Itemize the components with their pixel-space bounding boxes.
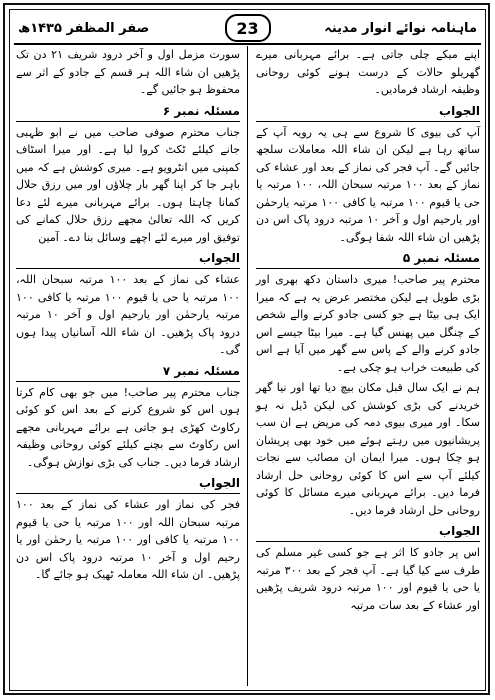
section-heading: مسئلہ نمبر ۷ bbox=[16, 362, 240, 382]
page-number: 23 bbox=[225, 14, 271, 42]
paragraph: سورت مزمل اول و آخر درود شریف ۲۱ دن تک پڑھیں ان شاء اللہ ہر قسم کے جادو کے اثر سے محفوظ ہو جائیں گے۔ bbox=[16, 48, 240, 96]
paragraph: محترم پیر صاحب! میری داستان دکھ بھری اور بڑی طویل ہے لیکن مختصر عرض یہ ہے کہ میرا ایک ہی بیٹا ہے جو کسی جادو کرنے والے شخص کے چنگل میں پھنس گیا ہے۔ میرا بیٹا جیسے اس جادو کرنے والے کے پاس سے گھر میں آیا ہے اس کی طبیعت خراب ہو چکی ہے۔ bbox=[256, 273, 480, 374]
magazine-title: ماہنامہ نوائے انوار مدینہ bbox=[324, 20, 477, 36]
paragraph: اس پر جادو کا اثر ہے جو کسی غیر مسلم کی طرف سے کیا گیا ہے۔ آپ فجر کے بعد ۳۰۰ مرتبہ یا حی یا قیوم اور ۱۰۰ مرتبہ درود شریف پڑھیں اور عشاء کے بعد سات مرتبہ bbox=[256, 546, 480, 612]
issue-date: صفر المظفر ۱۴۳۵ھ bbox=[18, 20, 150, 36]
section-heading: الجواب bbox=[16, 474, 240, 494]
paragraph: فجر کی نماز اور عشاء کی نماز کے بعد ۱۰۰ مرتبہ سبحان اللہ اور ۱۰۰ مرتبہ یا حی یا قیوم ۱۰۰ مرتبہ یا کافی اور ۱۰۰ مرتبہ یا رحمٰن اور یا رحیم اول و آخر ۱۰ مرتبہ درود پاک اس دن پڑھیں۔ ان شاء اللہ معاملہ ٹھیک ہو جائے گا۔ bbox=[16, 498, 241, 581]
paragraph: جناب محترم صوفی صاحب میں نے ابو ظہبی جانے کیلئے ٹکٹ کروا لیا ہے۔ اور میرا اسٹاف کمپنی میں انٹرویو ہے۔ میری کوشش ہے کہ میں باہر جا کر اپنا گھر بار چلاؤں اور میں رزق حلال کمانا چاہتا ہوں۔ برائے مہربانی میرے لئے دعا کریں کہ اللہ تعالیٰ مجھے رزق حلال کمانے کی توفیق اور میرے لئے اچھے وسائل بنا دے۔ آمین bbox=[16, 125, 240, 244]
section-heading: الجواب bbox=[16, 249, 240, 269]
section-heading: الجواب bbox=[256, 522, 480, 542]
column-divider bbox=[247, 46, 248, 686]
paragraph: عشاء کی نماز کے بعد ۱۰۰ مرتبہ سبحان اللہ، ۱۰۰ مرتبہ یا حی یا قیوم ۱۰۰ مرتبہ یا کافی ۱۰۰ مرتبہ یارحمٰن اور یارحیم اول و آخر ۱۰ مرتبہ درود پاک پڑھیں۔ ان شاء اللہ آسانیاں پیدا ہوں گی۔ bbox=[16, 273, 240, 356]
section-heading: الجواب bbox=[256, 102, 480, 122]
paragraph: ہم نے ایک سال قبل مکان بیچ دیا تھا اور نیا گھر خریدنے کی بڑی کوشش کی لیکن ڈیل نہ ہو سکا۔ اور میری بیوی دمہ کی مریض ہے ان سب پریشانیوں میں رہتے ہوئے میں خود بھی پریشان ہو چکا ہوں۔ میرا ایمان ان مصائب سے نجات کیلئے آپ سے اس کا کوئی روحانی حل ارشاد فرما دیں۔ برائے مہربانی میرے مسائل کا کوئی روحانی حل ارشاد فرما دیں۔ bbox=[256, 381, 480, 517]
page-header bbox=[14, 14, 481, 42]
section-heading: مسئلہ نمبر ۶ bbox=[16, 102, 240, 122]
right-column bbox=[254, 46, 482, 686]
paragraph: اپنے میکے چلی جاتی ہے۔ برائے مہربانی میرے گھریلو حالات کے درست ہونے کوئی روحانی وظیفہ ارشاد فرمادیں۔ bbox=[256, 48, 480, 96]
paragraph: جناب محترم پیر صاحب! میں جو بھی کام کرتا ہوں اس کو شروع کرنے کے بعد اس کو کوئی رکاوٹ کھڑی ہو جاتی ہے برائے مہربانی مجھے اس رکاوٹ سے بچنے کیلئے کوئی روحانی وظیفہ ارشاد فرما دیں۔ جناب کی بڑی نوازش ہوگی۔ bbox=[16, 385, 240, 469]
paragraph: آپ کی بیوی کا شروع سے ہی یہ رویہ آپ کے ساتھ رہا ہے لیکن ان شاء اللہ معاملات سلجھ جائیں گے۔ آپ فجر کی نماز کے بعد اور عشاء کی نماز کے بعد ۱۰۰ مرتبہ سبحان اللہ، ۱۰۰ مرتبہ یا حی یا قیوم ۱۰۰ مرتبہ یا کافی ۱۰۰ مرتبہ یارحمٰن اور یارحیم اول و آخر ۱۰ مرتبہ درود پاک اس دن پڑھیں ان شاء اللہ شفا ہوگی۔ bbox=[256, 125, 481, 244]
header-rule bbox=[14, 43, 481, 45]
left-column bbox=[14, 46, 242, 686]
section-heading: مسئلہ نمبر ۵ bbox=[256, 249, 480, 269]
